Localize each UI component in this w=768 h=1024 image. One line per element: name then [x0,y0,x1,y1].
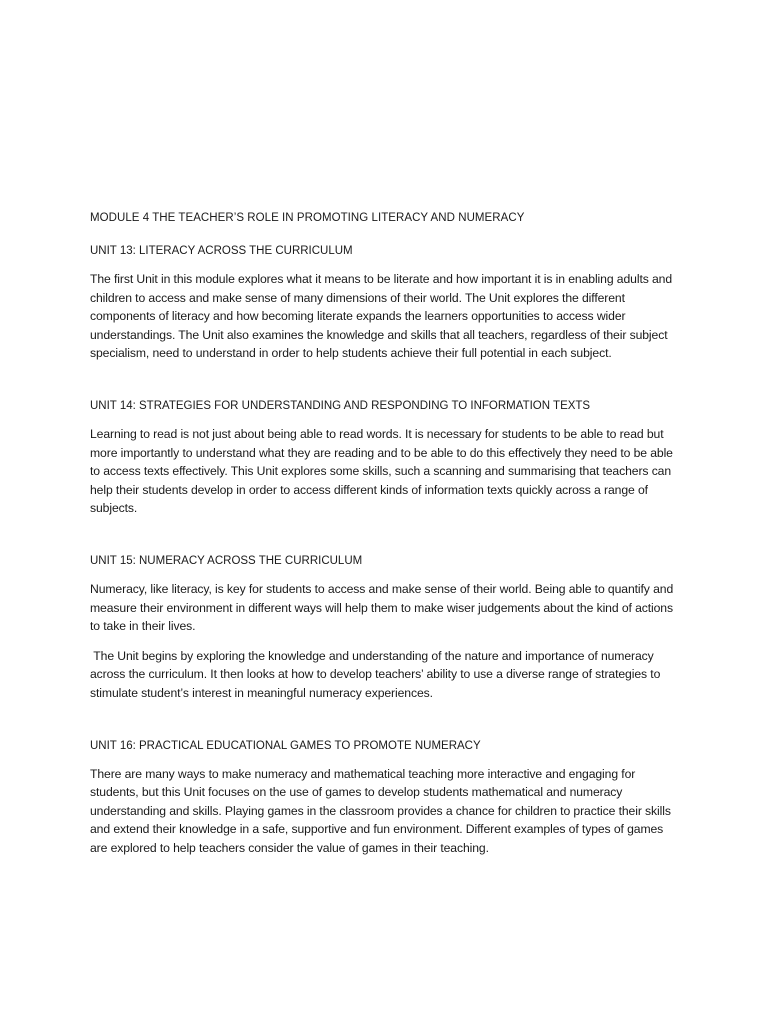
unit-14-paragraph: Learning to read is not just about being able to read words. It is necessary for students to be able to read but more importantly to understand what they are reading and to be able to do this effectively they need to be able to access texts effectively. This Unit explores some skills, such a scanning and summarising that teachers can help their students develop in order to access different kinds of information texts quickly across a range of subjects. [90,426,673,516]
unit-13-section [90,242,680,363]
unit-16-paragraph: There are many ways to make numeracy and mathematical teaching more interactive and engaging for students, but this Unit focuses on the use of games to develop students mathematical and numeracy understanding and skills. Playing games in the classroom provides a chance for children to practice their skills and extend their knowledge in a safe, supportive and fun environment. Different examples of types of games are explored to help teachers consider the value of games in their teaching. [90,766,671,855]
unit-16-heading: UNIT 16: PRACTICAL EDUCATIONAL GAMES TO PROMOTE NUMERACY [90,739,481,752]
unit-15-paragraph-1: Numeracy, like literacy, is key for students to access and make sense of their world. Being able to quantify and measure their environment in different ways will help them to make wiser judgements about the kind of actions to take in their lives. [90,581,674,634]
unit-16-section [90,737,680,858]
unit-15-heading: UNIT 15: NUMERACY ACROSS THE CURRICULUM [90,554,363,567]
unit-13-paragraph: The first Unit in this module explores what it means to be literate and how important it is in enabling adults and children to access and make sense of many dimensions of their world. The Unit explores the different components of literacy and how becoming literate expands the learners opportunities to access wider understandings. The Unit also examines the knowledge and skills that all teachers, regardless of their subject specialism, need to understand in order to help students achieve their full potential in each subject. [90,272,673,361]
unit-14-heading: UNIT 14: STRATEGIES FOR UNDERSTANDING AND RESPONDING TO INFORMATION TEXTS [90,399,591,412]
unit-13-heading: UNIT 13: LITERACY ACROSS THE CURRICULUM [90,245,353,257]
module-title: MODULE 4 THE TEACHER’S ROLE IN PROMOTING LITERACY AND NUMERACY [90,212,525,224]
document-page [90,209,680,891]
unit-15-section [90,552,680,703]
unit-14-section [90,397,680,518]
unit-15-paragraph-2: The Unit begins by exploring the knowledge and understanding of the nature and importance of numeracy across the curriculum. It then looks at how to develop teachers’ ability to use a diverse range of strategies to stimulate student’s interest in meaningful numeracy experiences. [90,648,664,700]
